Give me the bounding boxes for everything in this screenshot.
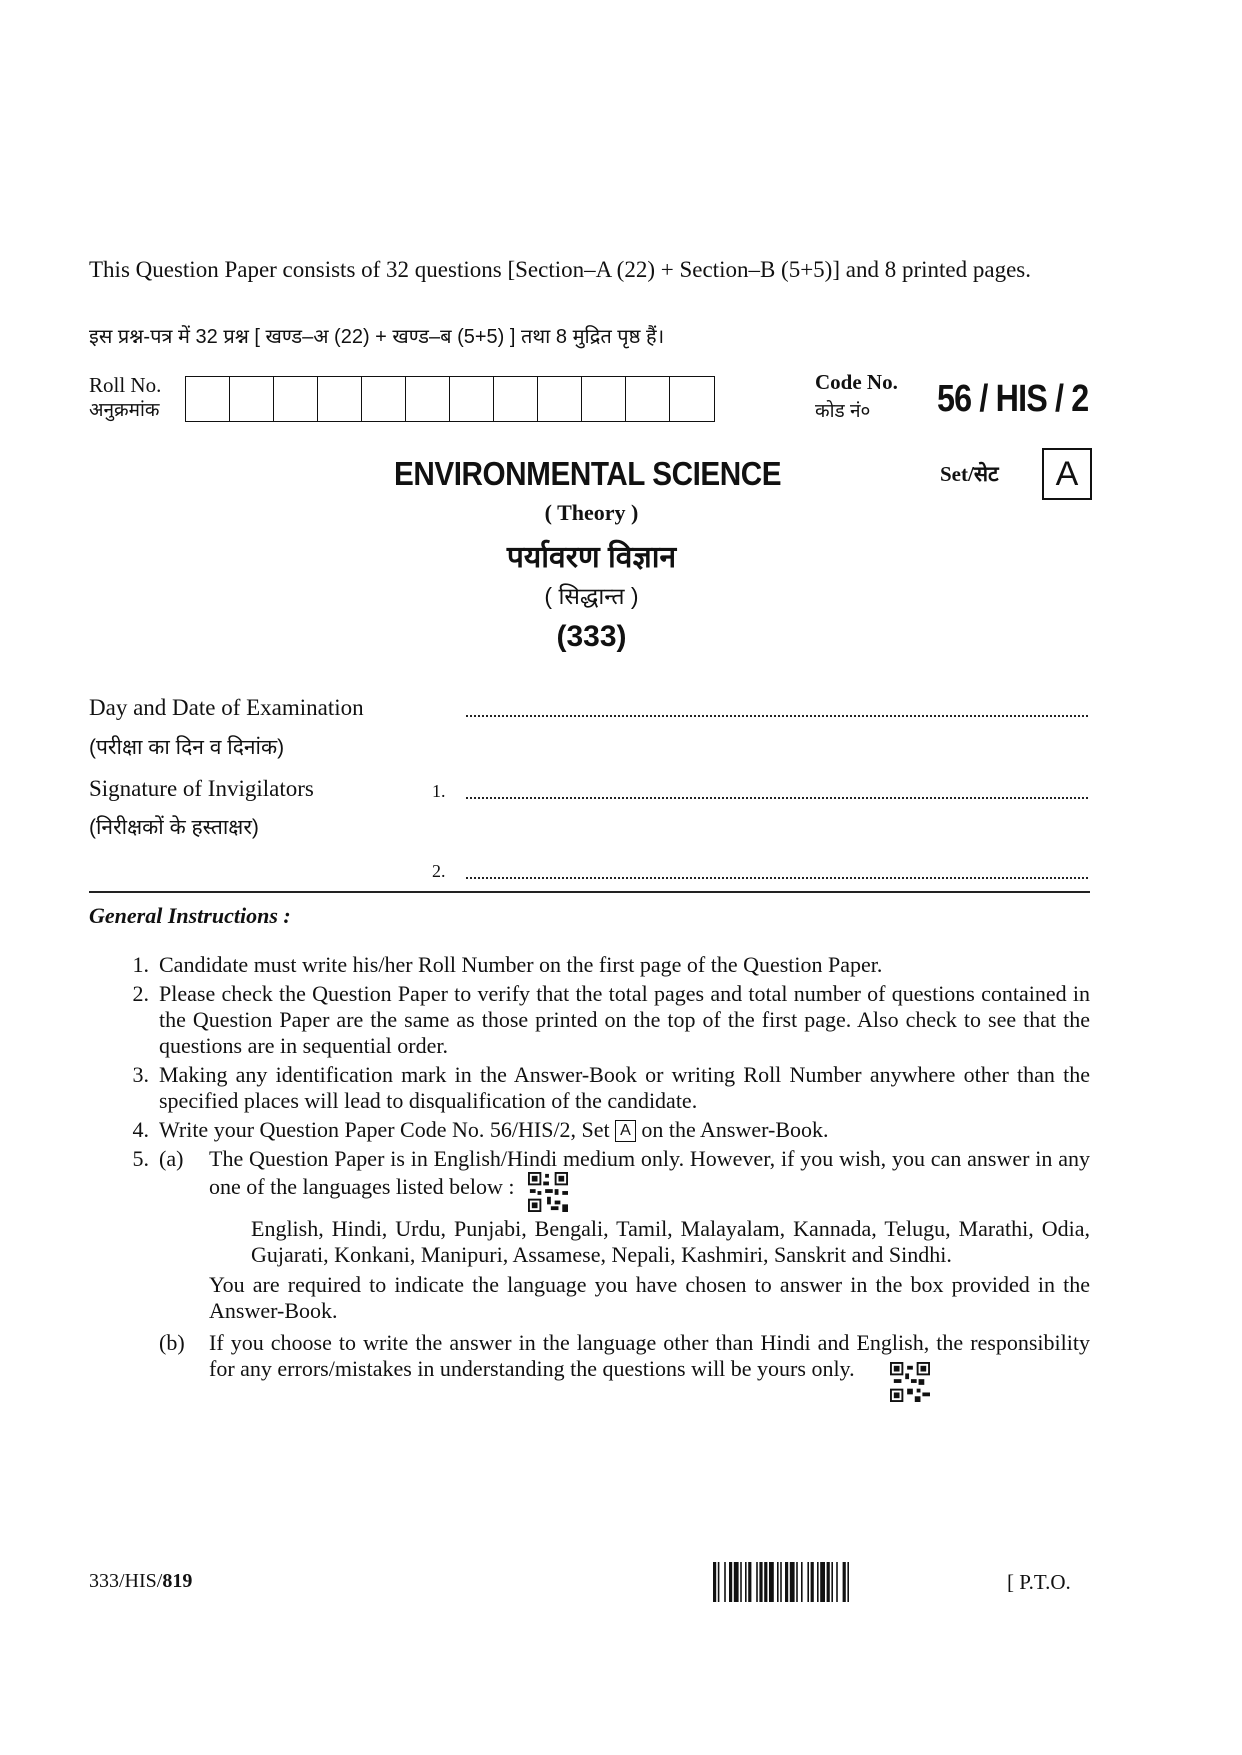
barcode-icon: [713, 1562, 993, 1602]
subject-title-hindi: पर्यावरण विज्ञान: [506, 541, 677, 574]
paper-type-hindi: ( सिद्धान्त ): [544, 583, 639, 609]
exam-date-field[interactable]: [466, 714, 1088, 717]
instruction-4-text-before: Write your Question Paper Code No. 56/HIS/2, Set: [159, 1117, 610, 1142]
barcode-bar: [827, 1562, 830, 1602]
barcode-bar: [764, 1562, 767, 1602]
barcode-bar: [811, 1562, 814, 1602]
instruction-item: [89, 1330, 1090, 1402]
exam-date-label-hindi: (परीक्षा का दिन व दिनांक): [89, 736, 285, 759]
divider: [89, 891, 1090, 893]
barcode-bar: [724, 1562, 726, 1602]
instruction-item: [89, 952, 1090, 978]
barcode-bar: [807, 1562, 809, 1602]
roll-number-box[interactable]: [318, 377, 362, 421]
roll-number-box[interactable]: [494, 377, 538, 421]
roll-number-box[interactable]: [538, 377, 582, 421]
set-box: A: [1042, 448, 1092, 500]
roll-number-box[interactable]: [450, 377, 494, 421]
instruction-text: Please check the Question Paper to verify that the total pages and total number of questions contained in the Question Paper are the same as those printed on the top of the first page. Also check to see that the questions are in sequential order.: [159, 981, 1090, 1058]
roll-number-box[interactable]: [362, 377, 406, 421]
barcode-bar: [785, 1562, 788, 1602]
barcode-bar: [713, 1562, 716, 1602]
barcode-bar: [801, 1562, 803, 1602]
roll-number-box[interactable]: [670, 377, 714, 421]
instruction-text: Making any identification mark in the Answer-Book or writing Roll Number anywhere other than the specified places will lead to disqualification of the candidate.: [159, 1062, 1090, 1113]
barcode-bar: [790, 1562, 795, 1602]
barcode-bar: [745, 1562, 747, 1602]
signature-label: Signature of Invigilators: [89, 776, 314, 801]
instruction-item: [89, 981, 1090, 1059]
instruction-number: 3.: [132, 1062, 149, 1087]
roll-label-hi: अनुक्रमांक: [89, 400, 160, 421]
barcode-bar: [780, 1562, 782, 1602]
footer-code-prefix: 333/HIS/: [89, 1570, 163, 1592]
subject-title: ENVIRONMENTAL SCIENCE: [394, 455, 782, 492]
instructions-heading: General Instructions :: [89, 903, 291, 928]
paper-intro: This Question Paper consists of 32 questions [Section–A (22) + Section–B (5+5)] and 8 printed pages.: [89, 257, 1031, 282]
instruction-subnumber-a: (a): [159, 1146, 184, 1171]
signature-field-2[interactable]: [466, 876, 1088, 879]
instruction-number-empty: [89, 1330, 159, 1402]
barcode-bar: [718, 1562, 720, 1602]
pto-label: [ P.T.O.: [1007, 1570, 1071, 1594]
barcode-bar: [817, 1562, 819, 1602]
footer-code-number: 819: [162, 1570, 193, 1592]
set-label: Set/सेट: [940, 462, 999, 486]
barcode-bar: [769, 1562, 774, 1602]
signature-number-1: 1.: [432, 781, 446, 801]
roll-number-box[interactable]: [186, 377, 230, 421]
instruction-5a: [209, 1146, 1090, 1324]
code-number: 56 / HIS / 2: [937, 378, 1089, 420]
qr-code-icon: [528, 1172, 568, 1212]
instructions-list: [89, 952, 1090, 1405]
barcode-bar: [748, 1562, 751, 1602]
barcode-bar: [831, 1562, 833, 1602]
instruction-5a-text: The Question Paper is in English/Hindi medium only. However, if you wish, you can answer in any one of the languages listed below :: [209, 1146, 1090, 1199]
instruction-number: 2.: [132, 981, 149, 1006]
instruction-text: [159, 1117, 1090, 1143]
instruction-number: 5.: [132, 1146, 149, 1171]
course-code: (333): [556, 620, 627, 653]
instruction-number: 1.: [132, 952, 149, 977]
roll-number-box[interactable]: [406, 377, 450, 421]
roll-number-box[interactable]: [582, 377, 626, 421]
paper-intro-hindi: इस प्रश्न-पत्र में 32 प्रश्न [ खण्ड–अ (22) + खण्ड–ब (5+5) ] तथा 8 मुद्रित पृष्ठ हैं।: [89, 326, 665, 348]
signature-number-2: 2.: [432, 861, 446, 881]
instruction-text: Candidate must write his/her Roll Number on the first page of the Question Paper.: [159, 952, 883, 977]
roll-number-box[interactable]: [274, 377, 318, 421]
code-label: [815, 367, 898, 427]
signature-label-hindi: (निरीक्षकों के हस्ताक्षर): [89, 816, 259, 839]
barcode-bar: [740, 1562, 742, 1602]
barcode-bar: [729, 1562, 732, 1602]
paper-type: ( Theory ): [544, 500, 639, 525]
code-label-en: Code No.: [815, 370, 898, 394]
instruction-item: [89, 1146, 1090, 1324]
roll-number-box[interactable]: [230, 377, 274, 421]
footer-paper-code: [89, 1570, 192, 1593]
barcode-bar: [836, 1562, 838, 1602]
instruction-subnumber-b: (b): [159, 1330, 185, 1355]
instruction-item: [89, 1062, 1090, 1114]
exam-date-label: Day and Date of Examination: [89, 695, 364, 720]
barcode-bar: [796, 1562, 798, 1602]
instruction-number: 4.: [132, 1117, 149, 1142]
instruction-item: [89, 1117, 1090, 1143]
roll-number-label: [89, 373, 161, 423]
roll-label-en: Roll No.: [89, 373, 162, 397]
languages-list: English, Hindi, Urdu, Punjabi, Bengali, Tamil, Malayalam, Kannada, Telugu, Marathi, Odia, Gujarati, Konkani, Manipuri, Assamese, Nepali, Kashmiri, Sanskrit and Sindhi.: [251, 1216, 1090, 1267]
instruction-5b-text: If you choose to write the answer in the language other than Hindi and English, the responsibility for any errors/mistakes in understanding the questions will be yours only.: [209, 1330, 1090, 1381]
instruction-5a-after: You are required to indicate the language you have chosen to answer in the box provided in the Answer-Book.: [209, 1272, 1090, 1323]
barcode-bar: [847, 1562, 849, 1602]
barcode-bar: [759, 1562, 762, 1602]
signature-field-1[interactable]: [466, 796, 1088, 799]
barcode-bar: [820, 1562, 825, 1602]
barcode-bar: [777, 1562, 779, 1602]
roll-number-box[interactable]: [626, 377, 670, 421]
qr-code-icon: [890, 1362, 930, 1402]
barcode-bar: [756, 1562, 758, 1602]
instruction-4-text-after: on the Answer-Book.: [641, 1117, 829, 1142]
barcode-bar: [843, 1562, 846, 1602]
barcode-bar: [734, 1562, 739, 1602]
roll-number-boxes[interactable]: [185, 376, 715, 422]
instruction-5b: [209, 1330, 1090, 1402]
set-inline-box: A: [615, 1120, 636, 1142]
code-label-hi: कोड नं०: [815, 401, 871, 422]
